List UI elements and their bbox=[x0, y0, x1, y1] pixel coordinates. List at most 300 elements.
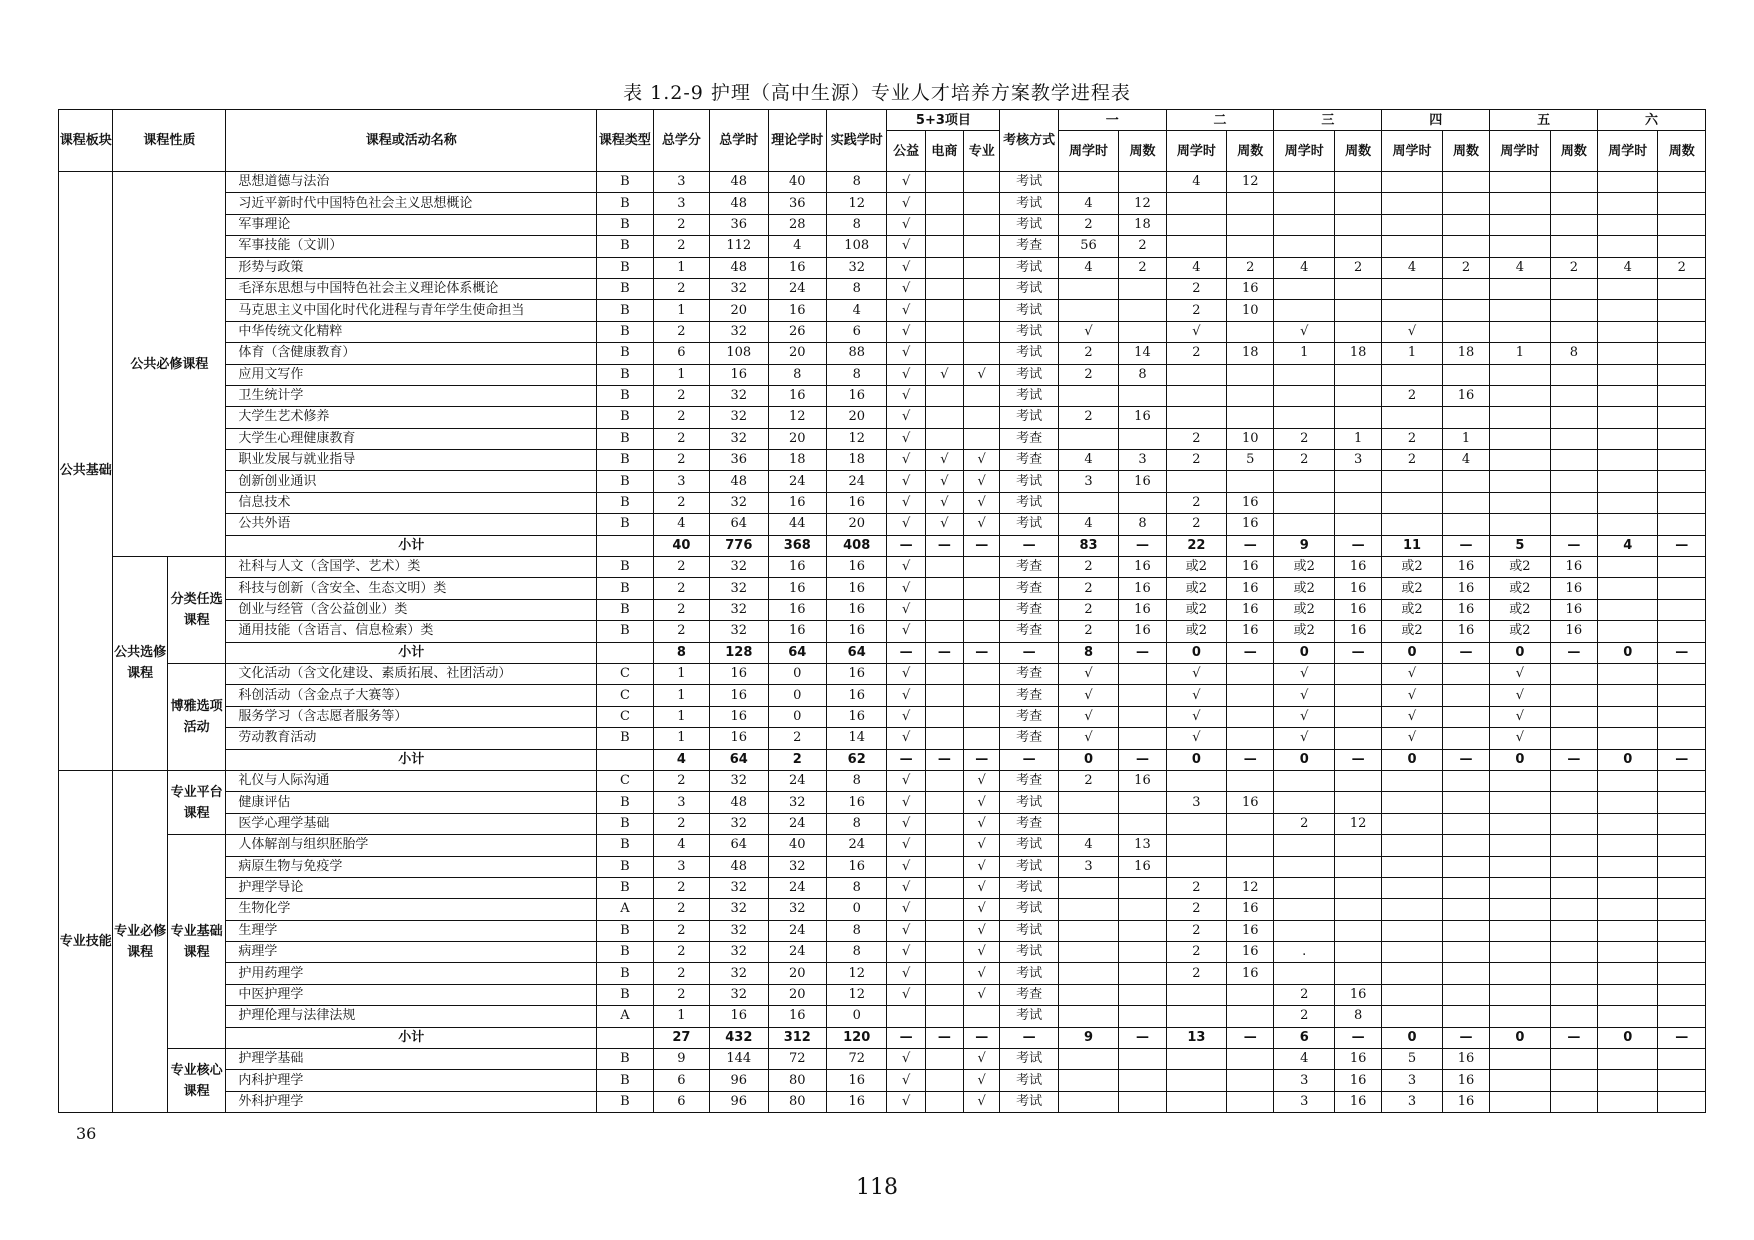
table-cell bbox=[1227, 1091, 1274, 1112]
table-cell: 0 bbox=[1382, 642, 1442, 663]
table-cell: 16 bbox=[1334, 984, 1381, 1005]
table-cell: 24 bbox=[768, 471, 826, 492]
table-cell bbox=[1227, 813, 1274, 834]
table-cell bbox=[1658, 428, 1706, 449]
table-cell: 32 bbox=[710, 278, 768, 299]
table-cell bbox=[1058, 899, 1118, 920]
table-cell: √ bbox=[925, 450, 963, 471]
table-cell: 32 bbox=[826, 257, 886, 278]
table-cell: 考试 bbox=[1000, 514, 1058, 535]
table-cell: 8 bbox=[826, 278, 886, 299]
table-cell bbox=[1334, 407, 1381, 428]
table-cell: 1 bbox=[653, 257, 709, 278]
table-cell bbox=[1598, 813, 1658, 834]
table-cell: 8 bbox=[826, 813, 886, 834]
table-cell bbox=[1550, 492, 1597, 513]
table-cell bbox=[964, 343, 1000, 364]
table-cell: 2 bbox=[653, 770, 709, 791]
header-proj-ecommerce: 电商 bbox=[925, 131, 963, 172]
table-cell: 考查 bbox=[1000, 599, 1058, 620]
table-cell: 14 bbox=[1119, 343, 1166, 364]
table-cell: 16 bbox=[1227, 792, 1274, 813]
table-cell bbox=[1227, 193, 1274, 214]
table-cell bbox=[1227, 856, 1274, 877]
table-cell: 4 bbox=[1442, 450, 1489, 471]
table-cell bbox=[1442, 984, 1489, 1005]
table-cell: 2 bbox=[1334, 257, 1381, 278]
table-cell bbox=[1382, 1006, 1442, 1027]
table-cell: 考查 bbox=[1000, 450, 1058, 471]
subtotal-label: 小计 bbox=[226, 535, 597, 556]
table-cell bbox=[1658, 621, 1706, 642]
table-cell bbox=[1058, 877, 1118, 898]
table-cell bbox=[1227, 770, 1274, 791]
header-weeks: 周数 bbox=[1550, 131, 1597, 172]
table-cell bbox=[1058, 300, 1118, 321]
table-cell: 12 bbox=[1227, 172, 1274, 193]
table-cell bbox=[1227, 984, 1274, 1005]
table-cell: — bbox=[1227, 642, 1274, 663]
table-cell bbox=[1550, 428, 1597, 449]
table-cell: 1 bbox=[653, 364, 709, 385]
table-cell bbox=[1442, 792, 1489, 813]
table-cell: 或2 bbox=[1274, 621, 1334, 642]
table-cell bbox=[1382, 792, 1442, 813]
table-cell: 32 bbox=[768, 899, 826, 920]
table-cell bbox=[1490, 813, 1550, 834]
table-cell bbox=[1442, 364, 1489, 385]
table-cell: 考查 bbox=[1000, 236, 1058, 257]
table-cell bbox=[1058, 172, 1118, 193]
table-cell bbox=[1119, 920, 1166, 941]
table-cell: √ bbox=[1490, 706, 1550, 727]
table-cell: √ bbox=[887, 942, 925, 963]
table-cell: 16 bbox=[1334, 1049, 1381, 1070]
table-cell bbox=[1550, 1049, 1597, 1070]
table-cell bbox=[1382, 214, 1442, 235]
table-cell: A bbox=[597, 1006, 653, 1027]
table-cell: 2 bbox=[653, 942, 709, 963]
table-cell: 2 bbox=[653, 899, 709, 920]
course-name: 礼仪与人际沟通 bbox=[226, 770, 597, 791]
table-cell: √ bbox=[1274, 321, 1334, 342]
table-cell: √ bbox=[887, 214, 925, 235]
table-cell: 16 bbox=[1119, 471, 1166, 492]
table-cell: 2 bbox=[1382, 428, 1442, 449]
table-cell: √ bbox=[887, 514, 925, 535]
table-cell bbox=[964, 706, 1000, 727]
table-cell: √ bbox=[925, 492, 963, 513]
table-cell: 或2 bbox=[1382, 599, 1442, 620]
table-cell bbox=[1550, 963, 1597, 984]
table-cell bbox=[1334, 364, 1381, 385]
table-cell: √ bbox=[887, 257, 925, 278]
table-cell bbox=[1274, 920, 1334, 941]
table-cell: 2 bbox=[1166, 963, 1226, 984]
table-cell bbox=[1598, 172, 1658, 193]
table-cell: 2 bbox=[1274, 1006, 1334, 1027]
header-block: 课程板块 bbox=[59, 110, 113, 172]
table-cell: 2 bbox=[1274, 428, 1334, 449]
table-body bbox=[59, 172, 1706, 1113]
table-cell bbox=[925, 407, 963, 428]
table-cell: B bbox=[597, 856, 653, 877]
table-cell: — bbox=[1334, 535, 1381, 556]
table-cell: 2 bbox=[653, 321, 709, 342]
table-cell bbox=[1334, 214, 1381, 235]
table-cell: 4 bbox=[1058, 450, 1118, 471]
table-cell: B bbox=[597, 621, 653, 642]
table-cell: 16 bbox=[826, 856, 886, 877]
table-cell: 16 bbox=[826, 1070, 886, 1091]
table-cell: √ bbox=[1490, 663, 1550, 684]
table-cell bbox=[1274, 963, 1334, 984]
table-cell: 16 bbox=[768, 385, 826, 406]
table-cell bbox=[964, 557, 1000, 578]
table-cell: 0 bbox=[1382, 1027, 1442, 1048]
table-cell bbox=[1550, 728, 1597, 749]
table-cell: 0 bbox=[768, 706, 826, 727]
table-cell bbox=[1382, 770, 1442, 791]
table-cell bbox=[925, 300, 963, 321]
table-cell: 144 bbox=[710, 1049, 768, 1070]
table-cell: 32 bbox=[710, 385, 768, 406]
table-cell: 考试 bbox=[1000, 492, 1058, 513]
table-cell bbox=[1658, 1006, 1706, 1027]
table-cell: 20 bbox=[768, 963, 826, 984]
table-cell bbox=[1658, 278, 1706, 299]
table-cell bbox=[1442, 942, 1489, 963]
table-cell bbox=[1166, 1049, 1226, 1070]
table-cell: 8 bbox=[1334, 1006, 1381, 1027]
table-cell bbox=[964, 193, 1000, 214]
table-cell: 2 bbox=[1274, 813, 1334, 834]
course-name: 健康评估 bbox=[226, 792, 597, 813]
table-cell: 2 bbox=[1119, 236, 1166, 257]
table-cell: √ bbox=[887, 1091, 925, 1112]
table-cell: 16 bbox=[1442, 621, 1489, 642]
table-cell: — bbox=[1000, 642, 1058, 663]
table-cell: 16 bbox=[826, 492, 886, 513]
table-cell: √ bbox=[887, 706, 925, 727]
table-cell bbox=[1334, 236, 1381, 257]
table-cell bbox=[1490, 407, 1550, 428]
table-cell bbox=[1598, 621, 1658, 642]
table-cell bbox=[1227, 728, 1274, 749]
table-cell: √ bbox=[1274, 706, 1334, 727]
course-name: 病理学 bbox=[226, 942, 597, 963]
table-cell: 48 bbox=[710, 856, 768, 877]
table-cell: √ bbox=[1490, 728, 1550, 749]
table-cell: √ bbox=[887, 813, 925, 834]
table-cell bbox=[964, 321, 1000, 342]
table-cell bbox=[1550, 792, 1597, 813]
course-name: 科技与创新（含安全、生态文明）类 bbox=[226, 578, 597, 599]
table-cell bbox=[1550, 835, 1597, 856]
table-cell bbox=[1598, 193, 1658, 214]
table-cell bbox=[1442, 1006, 1489, 1027]
table-cell: 2 bbox=[1058, 214, 1118, 235]
table-cell: 16 bbox=[1119, 856, 1166, 877]
header-semester-1: 一 bbox=[1058, 110, 1166, 131]
table-cell bbox=[1550, 984, 1597, 1005]
table-row bbox=[59, 557, 1706, 578]
table-cell bbox=[1598, 899, 1658, 920]
table-cell: 12 bbox=[1334, 813, 1381, 834]
table-cell: 4 bbox=[1382, 257, 1442, 278]
table-cell: √ bbox=[887, 963, 925, 984]
table-cell bbox=[925, 214, 963, 235]
table-cell: B bbox=[597, 514, 653, 535]
table-cell bbox=[1334, 856, 1381, 877]
table-cell bbox=[1598, 599, 1658, 620]
header-exam: 考核方式 bbox=[1000, 110, 1058, 172]
table-cell bbox=[1658, 1070, 1706, 1091]
table-cell: √ bbox=[887, 578, 925, 599]
table-cell: 考试 bbox=[1000, 343, 1058, 364]
table-cell: 16 bbox=[1550, 557, 1597, 578]
table-cell bbox=[1550, 663, 1597, 684]
header-proj-public: 公益 bbox=[887, 131, 925, 172]
table-cell bbox=[1119, 792, 1166, 813]
table-cell: √ bbox=[887, 471, 925, 492]
table-cell: 16 bbox=[710, 364, 768, 385]
table-cell bbox=[1598, 1006, 1658, 1027]
table-cell: √ bbox=[1382, 321, 1442, 342]
table-cell: 4 bbox=[1058, 257, 1118, 278]
table-cell: 或2 bbox=[1490, 621, 1550, 642]
table-cell bbox=[597, 749, 653, 770]
table-cell: 考试 bbox=[1000, 1070, 1058, 1091]
table-cell bbox=[1658, 407, 1706, 428]
table-cell: 0 bbox=[1274, 642, 1334, 663]
table-cell bbox=[1442, 193, 1489, 214]
table-cell: 考试 bbox=[1000, 1091, 1058, 1112]
table-cell bbox=[1598, 300, 1658, 321]
table-cell: 8 bbox=[1119, 514, 1166, 535]
table-cell bbox=[925, 728, 963, 749]
course-name: 创新创业通识 bbox=[226, 471, 597, 492]
header-type: 课程类型 bbox=[597, 110, 653, 172]
table-cell: 1 bbox=[653, 1006, 709, 1027]
table-cell: 考查 bbox=[1000, 663, 1058, 684]
table-cell bbox=[1490, 1091, 1550, 1112]
table-cell bbox=[1166, 984, 1226, 1005]
table-cell: 8 bbox=[826, 214, 886, 235]
table-cell: 5 bbox=[1490, 535, 1550, 556]
table-cell bbox=[1058, 1070, 1118, 1091]
table-cell bbox=[1598, 514, 1658, 535]
table-cell: √ bbox=[887, 792, 925, 813]
table-cell: √ bbox=[964, 877, 1000, 898]
table-cell: 8 bbox=[826, 770, 886, 791]
table-cell bbox=[1550, 193, 1597, 214]
table-cell bbox=[1334, 321, 1381, 342]
table-cell: 考查 bbox=[1000, 557, 1058, 578]
table-row bbox=[59, 963, 1706, 984]
course-name: 护理伦理与法律法规 bbox=[226, 1006, 597, 1027]
table-cell: 3 bbox=[653, 193, 709, 214]
table-cell: 考试 bbox=[1000, 257, 1058, 278]
table-cell bbox=[1598, 278, 1658, 299]
table-cell: 2 bbox=[1166, 278, 1226, 299]
table-cell bbox=[964, 236, 1000, 257]
table-cell: 考查 bbox=[1000, 770, 1058, 791]
table-cell bbox=[1658, 492, 1706, 513]
table-cell bbox=[1490, 920, 1550, 941]
table-cell bbox=[1658, 599, 1706, 620]
table-cell bbox=[1166, 364, 1226, 385]
table-cell: 96 bbox=[710, 1070, 768, 1091]
table-cell bbox=[925, 236, 963, 257]
table-cell: 3 bbox=[653, 172, 709, 193]
table-cell bbox=[1550, 385, 1597, 406]
table-cell bbox=[1382, 471, 1442, 492]
table-cell: 16 bbox=[1442, 557, 1489, 578]
table-cell bbox=[1490, 450, 1550, 471]
table-cell: B bbox=[597, 236, 653, 257]
table-cell: 考试 bbox=[1000, 963, 1058, 984]
table-cell: 考试 bbox=[1000, 278, 1058, 299]
header-weekly-hours: 周学时 bbox=[1274, 131, 1334, 172]
table-row bbox=[59, 792, 1706, 813]
header-nature: 课程性质 bbox=[113, 110, 226, 172]
table-cell: B bbox=[597, 813, 653, 834]
course-name: 职业发展与就业指导 bbox=[226, 450, 597, 471]
table-cell: 1 bbox=[1382, 343, 1442, 364]
table-cell: √ bbox=[887, 899, 925, 920]
table-cell: 2 bbox=[1058, 407, 1118, 428]
table-cell: 8 bbox=[826, 172, 886, 193]
table-cell bbox=[1490, 300, 1550, 321]
table-row bbox=[59, 920, 1706, 941]
table-cell: 18 bbox=[1442, 343, 1489, 364]
table-cell: 16 bbox=[768, 557, 826, 578]
table-cell bbox=[1227, 1070, 1274, 1091]
table-cell: 1 bbox=[1334, 428, 1381, 449]
table-cell: √ bbox=[887, 984, 925, 1005]
table-cell bbox=[1166, 385, 1226, 406]
table-cell bbox=[1442, 920, 1489, 941]
table-cell bbox=[1598, 792, 1658, 813]
table-cell bbox=[925, 578, 963, 599]
table-cell: 2 bbox=[1166, 343, 1226, 364]
table-cell bbox=[1334, 835, 1381, 856]
table-cell bbox=[1658, 813, 1706, 834]
table-cell bbox=[1166, 407, 1226, 428]
table-cell: 6 bbox=[653, 1091, 709, 1112]
header-semester-5: 五 bbox=[1490, 110, 1598, 131]
table-cell bbox=[1119, 706, 1166, 727]
table-cell: B bbox=[597, 343, 653, 364]
table-cell: 16 bbox=[1442, 1049, 1489, 1070]
table-cell bbox=[1334, 685, 1381, 706]
table-cell: √ bbox=[964, 835, 1000, 856]
table-cell bbox=[1658, 877, 1706, 898]
table-cell: 4 bbox=[1274, 257, 1334, 278]
table-cell: √ bbox=[887, 770, 925, 791]
table-cell: 2 bbox=[1166, 450, 1226, 471]
table-cell: 32 bbox=[710, 813, 768, 834]
table-cell: √ bbox=[964, 492, 1000, 513]
table-cell: √ bbox=[887, 300, 925, 321]
table-cell bbox=[925, 856, 963, 877]
table-cell: — bbox=[925, 1027, 963, 1048]
course-name: 大学生心理健康教育 bbox=[226, 428, 597, 449]
table-cell bbox=[925, 428, 963, 449]
table-cell bbox=[1119, 1006, 1166, 1027]
table-cell bbox=[1490, 492, 1550, 513]
table-cell: 4 bbox=[653, 835, 709, 856]
table-cell bbox=[1490, 321, 1550, 342]
table-cell bbox=[1274, 385, 1334, 406]
table-cell bbox=[1227, 407, 1274, 428]
table-cell: √ bbox=[964, 471, 1000, 492]
table-cell bbox=[1598, 407, 1658, 428]
course-name: 科创活动（含金点子大赛等） bbox=[226, 685, 597, 706]
table-cell: √ bbox=[1274, 685, 1334, 706]
table-cell: 4 bbox=[1058, 193, 1118, 214]
table-cell: 16 bbox=[1227, 621, 1274, 642]
table-cell: 64 bbox=[826, 642, 886, 663]
table-cell bbox=[1166, 856, 1226, 877]
table-cell: 或2 bbox=[1490, 578, 1550, 599]
table-cell: — bbox=[1442, 749, 1489, 770]
table-cell: — bbox=[925, 749, 963, 770]
table-cell: 或2 bbox=[1382, 557, 1442, 578]
table-cell: √ bbox=[925, 471, 963, 492]
table-row bbox=[59, 278, 1706, 299]
table-cell bbox=[1550, 236, 1597, 257]
table-cell: 16 bbox=[1550, 599, 1597, 620]
subtotal-label: 小计 bbox=[226, 1027, 597, 1048]
table-cell: 9 bbox=[1058, 1027, 1118, 1048]
table-cell bbox=[1334, 728, 1381, 749]
table-cell bbox=[925, 920, 963, 941]
table-cell: 3 bbox=[653, 792, 709, 813]
table-cell bbox=[1058, 984, 1118, 1005]
table-cell: 26 bbox=[768, 321, 826, 342]
table-cell bbox=[1058, 920, 1118, 941]
table-cell: 考试 bbox=[1000, 300, 1058, 321]
table-cell bbox=[1119, 1049, 1166, 1070]
table-row bbox=[59, 1091, 1706, 1112]
course-name: 卫生统计学 bbox=[226, 385, 597, 406]
group-block: 公共基础 bbox=[59, 172, 113, 771]
table-cell: 考试 bbox=[1000, 1006, 1058, 1027]
table-cell bbox=[1658, 1091, 1706, 1112]
table-cell bbox=[1227, 706, 1274, 727]
table-cell bbox=[1227, 364, 1274, 385]
table-cell: 2 bbox=[653, 428, 709, 449]
table-cell: 考试 bbox=[1000, 856, 1058, 877]
table-cell bbox=[1658, 1049, 1706, 1070]
table-cell bbox=[887, 1006, 925, 1027]
table-cell: B bbox=[597, 492, 653, 513]
table-cell: √ bbox=[1058, 663, 1118, 684]
table-cell bbox=[1119, 385, 1166, 406]
table-cell: 考查 bbox=[1000, 728, 1058, 749]
header-semester-6: 六 bbox=[1598, 110, 1706, 131]
table-cell bbox=[1658, 835, 1706, 856]
table-cell bbox=[1442, 407, 1489, 428]
course-name: 护理学导论 bbox=[226, 877, 597, 898]
course-name: 生理学 bbox=[226, 920, 597, 941]
page-number: 118 bbox=[856, 1175, 898, 1200]
table-row bbox=[59, 364, 1706, 385]
table-cell bbox=[1382, 514, 1442, 535]
table-cell bbox=[925, 321, 963, 342]
